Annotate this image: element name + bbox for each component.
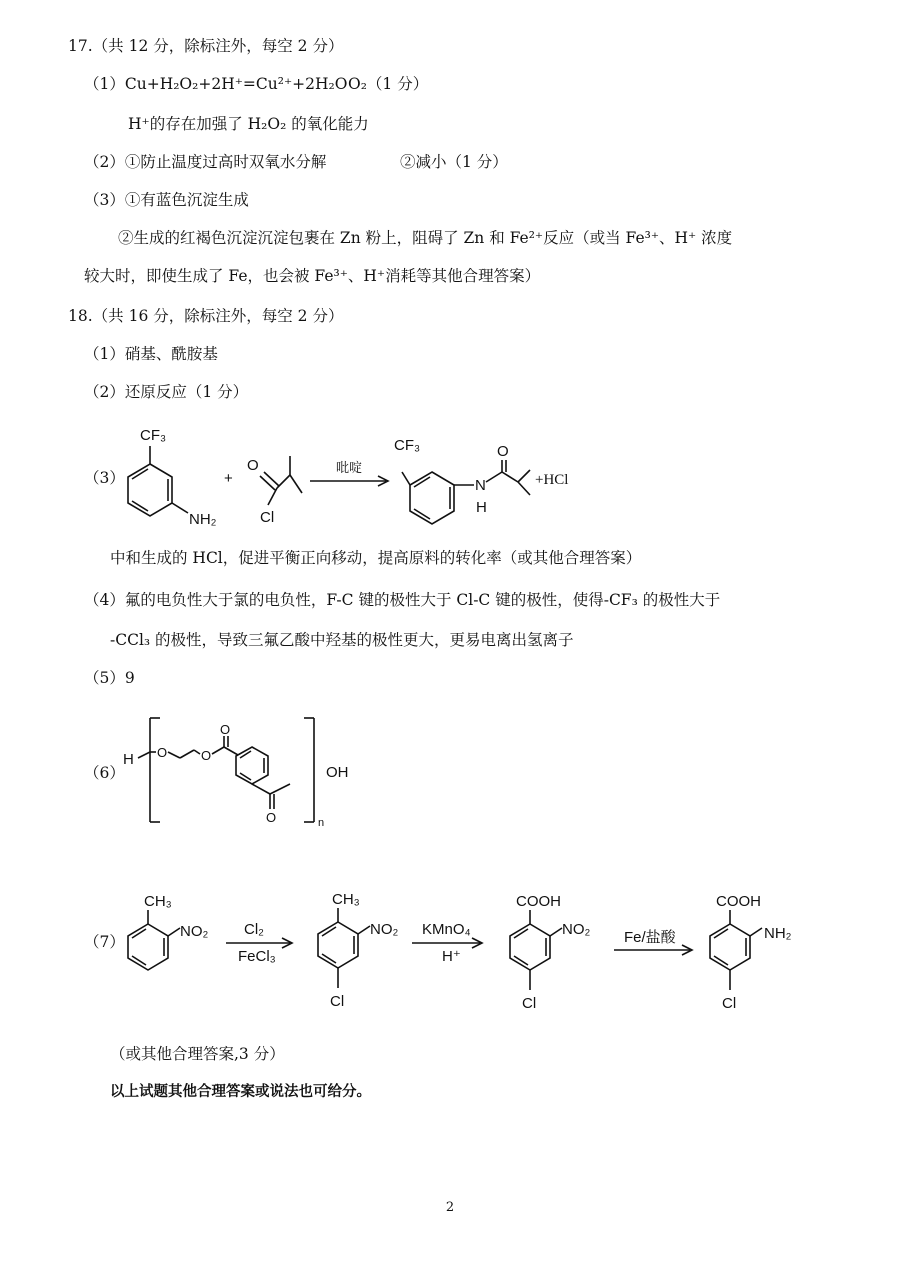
r3-top: Fe/盐酸 (624, 929, 676, 946)
s4-nh2: NH₂ (764, 925, 792, 942)
footer-note: 以上试题其他合理答案或说法也可给分。 (110, 1084, 371, 1100)
isobutyryl-chloride (247, 456, 302, 526)
q18-part3-label: （3） (84, 469, 125, 487)
r1-top: Cl₂ (244, 921, 264, 938)
q18-part6-polymer-structure (120, 712, 360, 828)
product-cf3-label: CF₃ (394, 437, 421, 454)
q18-part4-line1: （4）氟的电负性大于氯的电负性，F-C 键的极性大于 Cl-C 键的极性，使得-CF₃ 的极性大于 (84, 591, 721, 609)
q18-part4-line2: -CCl₃ 的极性，导致三氟乙酸中羟基的极性更大，更易电离出氢离子 (110, 631, 574, 649)
s3-no2: NO₂ (562, 921, 591, 938)
q18-part7-label: （7） (84, 933, 125, 951)
q17-part1-o2: O₂（1 分） (348, 75, 429, 93)
s4-amino-chlorobenzoic-acid (710, 893, 792, 1012)
substrate-trifluoromethylaniline (128, 427, 217, 528)
product-n-label: N (475, 477, 486, 494)
q18-part2: （2）还原反应（1 分） (84, 383, 249, 401)
q17-part1 (84, 74, 347, 94)
q17-part1-label: （1） (84, 75, 125, 93)
r2-top: KMnO₄ (422, 921, 471, 938)
q18-part6-label: （6） (84, 764, 125, 782)
q18-part7-note: （或其他合理答案,3 分） (110, 1045, 285, 1063)
page-number: 2 (445, 1200, 455, 1215)
s2-cl: Cl (330, 993, 345, 1010)
byproduct-hcl-label: +HCl (535, 472, 569, 488)
polymer-o4: O (266, 810, 277, 825)
product-o-label: O (497, 443, 509, 460)
substrate-cf3-label: CF₃ (140, 427, 167, 444)
polymer-end-oh: OH (326, 764, 349, 781)
polymer-o1: O (157, 745, 168, 760)
q18-part3-note: 中和生成的 HCl，促进平衡正向移动，提高原料的转化率（或其他合理答案） (110, 549, 642, 567)
q17-part1-equation: Cu+H₂O₂+2H⁺=Cu²⁺+2H₂O (124, 75, 348, 93)
q17-part1-explanation: H⁺的存在加强了 H₂O₂ 的氧化能力 (128, 115, 369, 133)
s2-no2: NO₂ (370, 921, 399, 938)
r2-bot: H⁺ (442, 948, 461, 965)
q17-part2: （2）①防止温度过高时双氧水分解 (84, 153, 327, 171)
q18-part5: （5）9 (84, 669, 135, 687)
s4-cl: Cl (722, 995, 737, 1012)
s1-ch3: CH₃ (144, 893, 172, 910)
plus-sign: + (224, 470, 233, 487)
substrate-nh2-label: NH₂ (189, 511, 217, 528)
q18-header: 18.（共 16 分，除标注外，每空 2 分） (68, 307, 344, 325)
r1-bot: FeCl₃ (238, 948, 276, 965)
s3-cooh: COOH (516, 893, 561, 910)
polymer-o3: O (220, 722, 231, 737)
acyl-o-label: O (247, 457, 259, 474)
condition-label: 吡啶 (336, 460, 363, 475)
s4-cooh: COOH (716, 893, 761, 910)
q18-part1: （1）硝基、酰胺基 (84, 345, 218, 363)
s2-chloro-nitrotoluene (318, 891, 399, 1010)
product-h-label: H (476, 499, 487, 516)
q17-part2b: ②减小（1 分） (400, 153, 508, 171)
polymer-o2: O (201, 748, 212, 763)
acyl-cl-label: Cl (260, 509, 275, 526)
q17-part3b-line2: 较大时，即使生成了 Fe，也会被 Fe³⁺、H⁺消耗等其他合理答案） (84, 267, 541, 285)
s1-o-nitrotoluene (128, 893, 209, 970)
q17-header: 17.（共 12 分，除标注外，每空 2 分） (68, 37, 344, 55)
s2-ch3: CH₃ (332, 891, 360, 908)
q17-part3: （3）①有蓝色沉淀生成 (84, 191, 249, 209)
s3-chloro-nitrobenzoic-acid (510, 893, 591, 1012)
product-amide (394, 437, 530, 524)
q18-part3-reaction-scheme (110, 420, 590, 530)
polymer-end-h: H (123, 751, 134, 768)
q18-part7-synthesis-route (120, 888, 800, 1028)
polymer-repeat-n: n (318, 817, 325, 829)
s3-cl: Cl (522, 995, 537, 1012)
s1-no2: NO₂ (180, 923, 209, 940)
q17-part3b-line1: ②生成的红褐色沉淀沉淀包裹在 Zn 粉上，阻碍了 Zn 和 Fe²⁺反应（或当 Fe³⁺、H⁺ 浓度 (118, 229, 733, 247)
